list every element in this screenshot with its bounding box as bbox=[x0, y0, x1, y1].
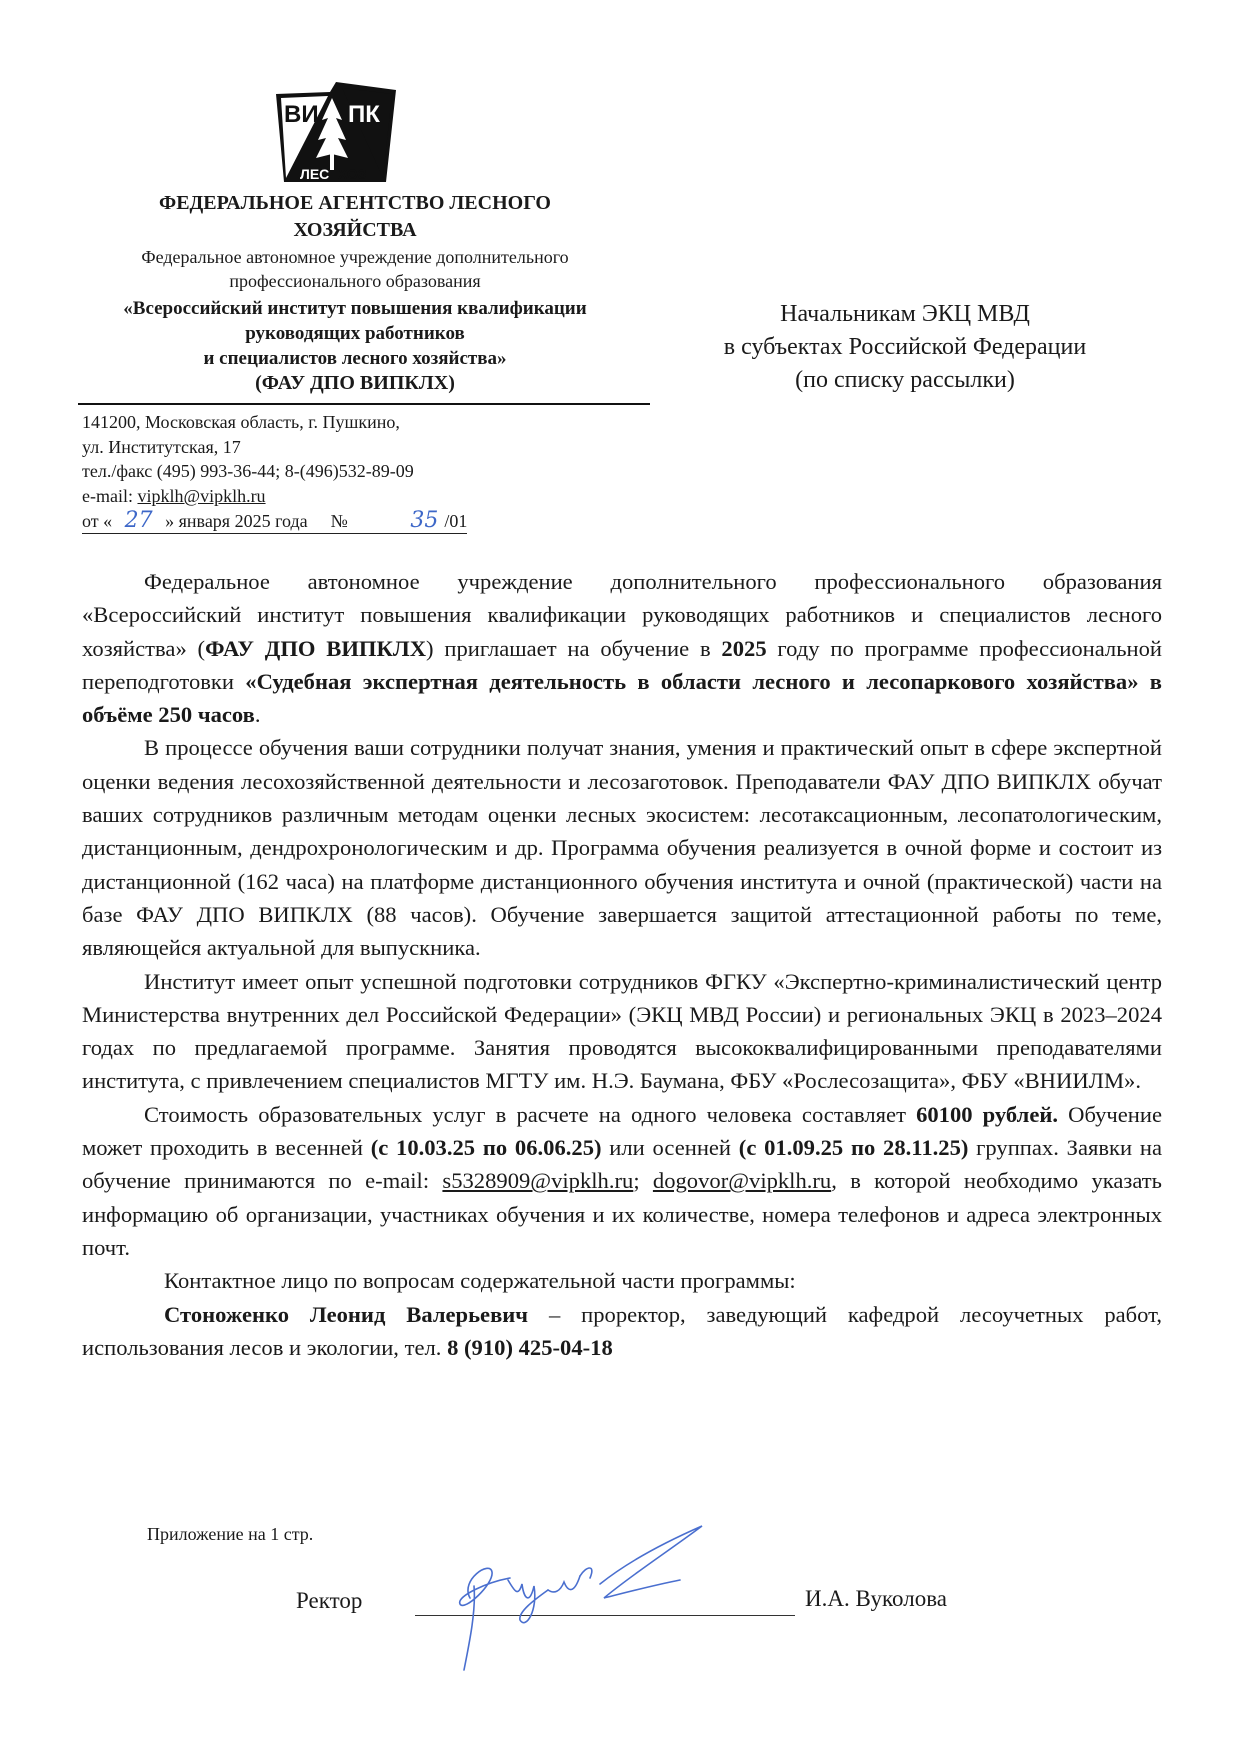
institution-name-line2: руководящих работников bbox=[245, 323, 465, 344]
date-number-line bbox=[82, 509, 467, 534]
paragraph-program: В процессе обучения ваши сотрудники получат знания, умения и практический опыт в сфере экспертной оценки ведения лесохозяйственной деятельности и лесозаготовок. Преподаватели ФАУ ДПО ВИПКЛХ обучат ваших сотрудников различным методам оценки лесных экосистем: лесотаксационным, лесопатологическим, дистанционным, дендрохронологическим и др. Программа обучения реализуется в очной форме и состоит из дистанционной (162 часа) на платформе дистанционного обучения института и очной (практической) части на базе ФАУ ДПО ВИПКЛХ (88 часов). Обучение завершается защитой аттестационной работы по теме, являющейся актуальной для выпускника. bbox=[82, 735, 1162, 961]
number-label: № bbox=[330, 511, 348, 531]
email-label: e-mail: bbox=[82, 486, 138, 506]
email-line bbox=[82, 484, 266, 508]
date-prefix: от « bbox=[82, 511, 113, 531]
contact-name: Стоноженко Леонид Валерьевич bbox=[164, 1301, 529, 1327]
attachment-note: Приложение на 1 стр. bbox=[147, 1524, 314, 1544]
addressee-line3: (по списку рассылки) bbox=[795, 367, 1015, 393]
header-divider bbox=[78, 403, 650, 405]
phone-line: тел./факс (495) 993-36-44; 8-(496)532-89-09 bbox=[82, 461, 414, 481]
text: – проректор, заведующий кафедрой лесоучетных работ, использования лесов и экологии, тел. bbox=[82, 1301, 1162, 1360]
institution-type bbox=[60, 245, 650, 293]
agency-name-line2: ХОЗЯЙСТВА bbox=[293, 219, 417, 241]
vipklh-logo-icon bbox=[272, 82, 398, 184]
paragraph-invitation bbox=[82, 565, 1162, 731]
paragraph-contact-intro: Контактное лицо по вопросам содержательной части программы: bbox=[164, 1268, 796, 1294]
text: . bbox=[254, 702, 261, 728]
institution-name-line1: «Всероссийский институт повышения квалификации bbox=[123, 298, 587, 319]
bold-year: 2025 bbox=[721, 635, 767, 661]
email-link-applications[interactable]: s5328909@vipklh.ru bbox=[442, 1168, 634, 1194]
addressee-line2: в субъектах Российской Федерации bbox=[723, 334, 1087, 360]
text: Стоимость образовательных услуг в расчете на одного человека составляет bbox=[144, 1101, 917, 1127]
paragraph-cost bbox=[82, 1098, 1162, 1264]
signer-name: И.А. Вуколова bbox=[805, 1586, 947, 1611]
address-line2: ул. Институтская, 17 bbox=[82, 437, 241, 457]
text: Федеральное автономное учреждение дополнительного профессионального образования «Всероссийский институт повышения квалификации руководящих работников и специалистов лесного хозяйства» ( bbox=[82, 569, 1162, 661]
institution-name bbox=[60, 296, 650, 396]
program-title: «Судебная экспертная деятельность в области лесного и лесопаркового хозяйства» в объёме 250 часов bbox=[82, 668, 1162, 728]
text: ) приглашает на обучение в bbox=[426, 635, 722, 661]
address-line1: 141200, Московская область, г. Пушкино, bbox=[82, 412, 400, 432]
logo-text-top-left: ВИ bbox=[284, 101, 319, 128]
number-handwritten: 35 bbox=[410, 508, 439, 533]
text: , в которой необходимо указать информацию об организации, участниках обучения и их количестве, номера телефонов и адреса электронных почт. bbox=[82, 1168, 1162, 1260]
text: группах. Заявки на обучение принимаются по e-mail: bbox=[82, 1135, 1162, 1194]
date-suffix: » января 2025 года bbox=[165, 511, 308, 531]
bold-text: ФАУ ДПО ВИПКЛХ bbox=[205, 635, 427, 661]
date-day-handwritten: 27 bbox=[124, 508, 153, 533]
text: Обучение может проходить в весенней bbox=[82, 1101, 1162, 1161]
institution-abbreviation: (ФАУ ДПО ВИПКЛХ) bbox=[255, 372, 455, 394]
agency-name-line1: ФЕДЕРАЛЬНОЕ АГЕНТСТВО ЛЕСНОГО bbox=[159, 192, 551, 214]
email-link-contracts[interactable]: dogovor@vipklh.ru bbox=[652, 1168, 832, 1194]
paragraph-experience: Институт имеет опыт успешной подготовки сотрудников ФГКУ «Экспертно-криминалистический центр Министерства внутренних дел Российской Федерации» (ЭКЦ МВД России) и региональных ЭКЦ в 2023–2024 годах по предлагаемой программе. Занятия проводятся высококвалифицированными преподавателями института, с привлечением специалистов МГТУ им. Н.Э. Баумана, ФБУ «Рослесозащита», ФБУ «ВНИИЛМ». bbox=[82, 968, 1162, 1094]
text: году по программе профессиональной переподготовки bbox=[82, 635, 1162, 694]
institution-type-line1: Федеральное автономное учреждение дополнительного bbox=[141, 247, 569, 267]
text: или осенней bbox=[601, 1135, 739, 1161]
logo-text-bottom-right: ХОЗ bbox=[338, 166, 367, 182]
addressee-line1: Начальникам ЭКЦ МВД bbox=[780, 301, 1030, 327]
logo-text-top-right: ПК bbox=[348, 101, 380, 128]
institution-type-line2: профессионального образования bbox=[229, 271, 481, 291]
agency-name bbox=[60, 190, 650, 244]
number-suffix: /01 bbox=[444, 511, 468, 531]
paragraph-contact bbox=[82, 1298, 1162, 1365]
spring-dates: (с 10.03.25 по 06.06.25) bbox=[370, 1135, 602, 1161]
institution-name-line3: и специалистов лесного хозяйства» bbox=[203, 348, 507, 369]
signer-title: Ректор bbox=[296, 1588, 363, 1613]
logo-text-bottom-left: ЛЕС bbox=[300, 166, 330, 182]
email-link[interactable]: vipklh@vipklh.ru bbox=[137, 486, 266, 506]
addressee-block bbox=[670, 298, 1140, 397]
handwritten-signature-icon bbox=[430, 1520, 750, 1680]
contact-phone: 8 (910) 425-04-18 bbox=[447, 1334, 613, 1360]
price: 60100 рублей. bbox=[916, 1101, 1059, 1127]
letter-body bbox=[82, 565, 1162, 1364]
autumn-dates: (с 01.09.25 по 28.11.25) bbox=[738, 1135, 969, 1161]
text: ; bbox=[633, 1168, 653, 1194]
